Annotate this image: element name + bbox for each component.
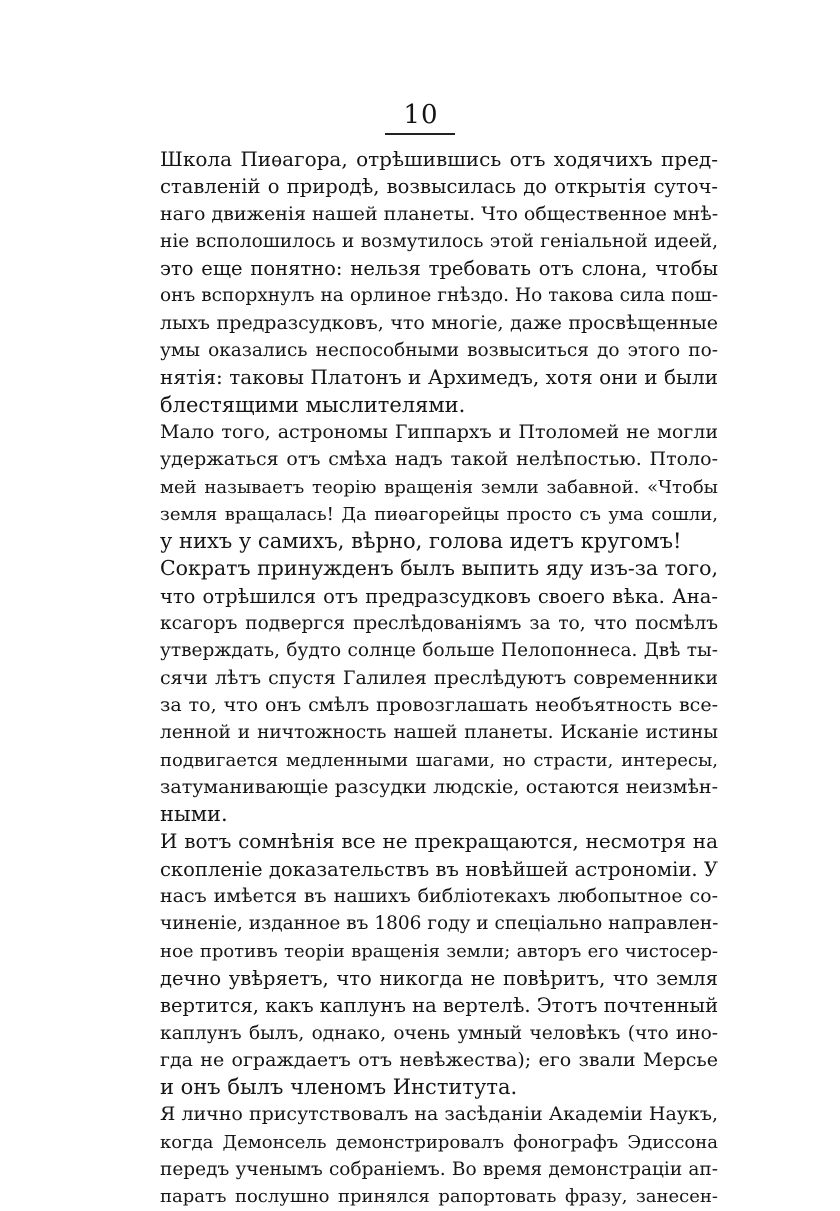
- text-line: наго движенія нашей планеты. Что общественное мнѣ-: [160, 202, 718, 225]
- text-line: ленной и ничтожность нашей планеты. Исканіе истины: [160, 722, 718, 744]
- text-line: за то, что онъ смѣлъ провозглашать необъятность все-: [160, 693, 718, 716]
- text-line: ными.: [160, 802, 228, 827]
- text-line: каплунъ былъ, однако, очень умный человѣкъ (что ино-: [160, 1022, 718, 1044]
- text-line: Я лично присутствовалъ на засѣданіи Академіи Наукъ,: [160, 1103, 718, 1126]
- text-line: Сократъ принужденъ былъ выпить яду изъ-за того,: [160, 556, 718, 581]
- text-line: лыхъ предразсудковъ, что многіе, даже просвѣщенные: [160, 311, 718, 334]
- text-line: когда Демонсель демонстрировалъ фонографъ Эдиссона: [160, 1131, 718, 1153]
- text-line: вертится, какъ каплунъ на вертелѣ. Этотъ почтенный: [160, 994, 718, 1018]
- text-line: удержаться отъ смѣха надъ такой нелѣпостью. Птоло-: [160, 448, 718, 471]
- text-line: скопленіе доказательствъ въ новѣйшей астрономіи. У: [160, 857, 718, 881]
- text-line: что отрѣшился отъ предразсудковъ своего вѣка. Ана-: [160, 584, 718, 608]
- text-line: ніе всполошилось и возмутилось этой геніальной идеей,: [160, 230, 718, 252]
- text-line: дечно увѣряетъ, что никогда не повѣритъ, что земля: [160, 966, 718, 990]
- text-line: затуманивающіе разсудки людскіе, остаются неизмѣн-: [160, 775, 718, 798]
- text-line: передъ ученымъ собраніемъ. Во время демонстраціи ап-: [160, 1158, 718, 1180]
- page-number-rule: [385, 133, 455, 135]
- body-text: [160, 146, 718, 1211]
- text-line: насъ имѣется въ нашихъ библіотекахъ любопытное со-: [160, 885, 718, 908]
- text-line: чиненіе, изданное въ 1806 году и спеціально направлен-: [160, 913, 718, 935]
- text-line: подвигается медленными шагами, но страсти, интересы,: [160, 749, 718, 771]
- text-line: Школа Пиѳагора, отрѣшившись отъ ходячихъ пред-: [160, 147, 718, 171]
- text-line: блестящими мыслителями.: [160, 392, 466, 417]
- text-line: мей называетъ теорію вращенія земли забавной. «Чтобы: [160, 476, 718, 498]
- text-line: земля вращалась! Да пиѳагорейцы просто съ ума сошли,: [160, 503, 718, 525]
- text-line: это еще понятно: нельзя требовать отъ слона, чтобы: [160, 257, 718, 281]
- text-line: и онъ былъ членомъ Института.: [160, 1075, 518, 1100]
- text-line: Мало того, астрономы Гиппархъ и Птоломей не могли: [160, 420, 718, 443]
- text-line: нятія: таковы Платонъ и Архимедъ, хотя они и были: [160, 365, 718, 390]
- page-number: 10: [403, 100, 439, 130]
- text-line: ное противъ теоріи вращенія земли; авторъ его чистосер-: [160, 940, 718, 962]
- text-line: ставленій о природѣ, возвысилась до открытія суточ-: [160, 175, 718, 199]
- text-line: И вотъ сомнѣнія все не прекращаются, несмотря на: [160, 829, 718, 854]
- text-line: гда не ограждаетъ отъ невѣжества); его звали Мерсье: [160, 1048, 718, 1071]
- text-line: утверждать, будто солнце больше Пелопоннеса. Двѣ ты-: [160, 640, 718, 662]
- text-line: ксагоръ подвергся преслѣдованіямъ за то, что посмѣлъ: [160, 613, 718, 635]
- text-line: паратъ послушно принялся рапортовать фразу, занесен-: [160, 1186, 718, 1208]
- text-line: онъ вспорхнулъ на орлиное гнѣздо. Но такова сила пош-: [160, 285, 718, 307]
- text-line: сячи лѣтъ спустя Галилея преслѣдуютъ современники: [160, 666, 718, 689]
- text-line: умы оказались неспособными возвыситься до этого по-: [160, 340, 718, 362]
- text-line: у нихъ у самихъ, вѣрно, голова идетъ кругомъ!: [160, 529, 682, 554]
